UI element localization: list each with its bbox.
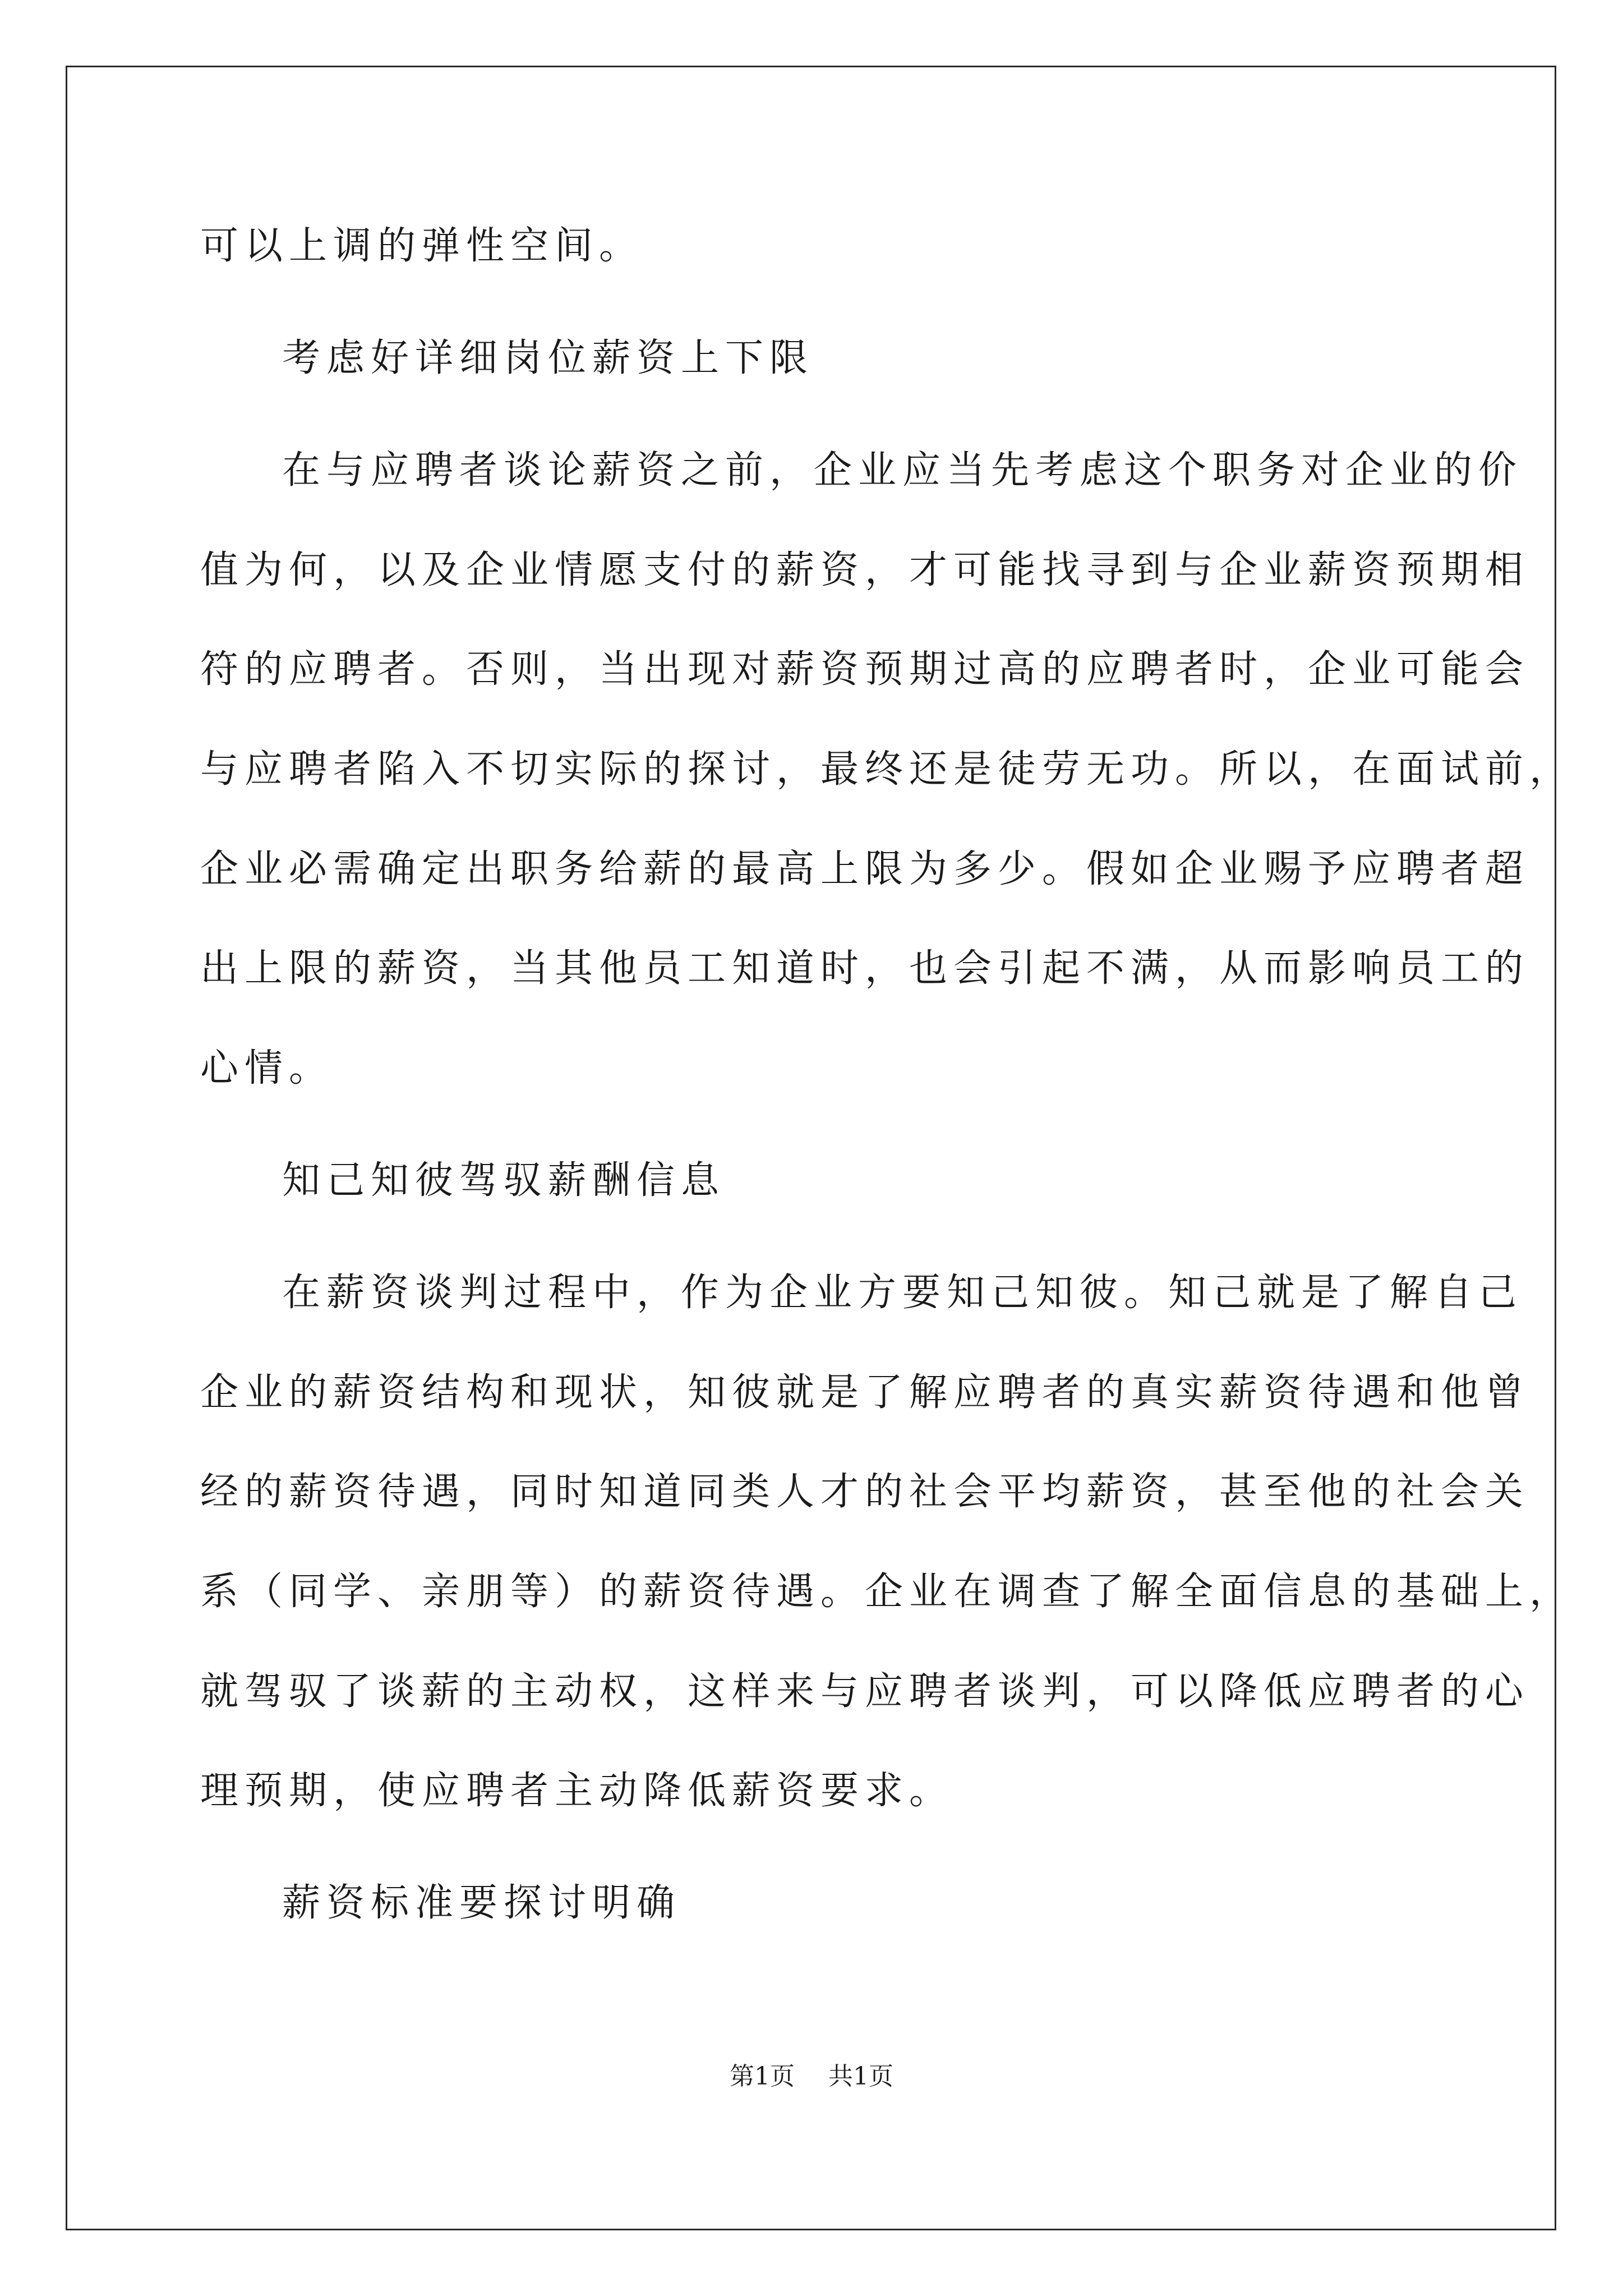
text-line: 企业必需确定出职务给薪的最高上限为多少。假如企业赐予应聘者超	[200, 847, 1530, 891]
text-line: 值为何，以及企业情愿支付的薪资，才可能找寻到与企业薪资预期相	[200, 548, 1530, 592]
text-line: 符的应聘者。否则，当出现对薪资预期过高的应聘者时，企业可能会	[200, 647, 1530, 692]
section-heading: 知己知彼驾驭薪酬信息	[282, 1158, 726, 1203]
text-line: 理预期，使应聘者主动降低薪资要求。	[200, 1769, 954, 1813]
section-heading: 薪资标准要探讨明确	[282, 1881, 681, 1925]
text-line: 系（同学、亲朋等）的薪资待遇。企业在调查了解全面信息的基础上，	[200, 1570, 1574, 1614]
text-line: 出上限的薪资，当其他员工知道时，也会引起不满，从而影响员工的	[200, 946, 1530, 991]
text-line: 在薪资谈判过程中，作为企业方要知己知彼。知己就是了解自己	[282, 1271, 1523, 1315]
text-line: 就驾驭了谈薪的主动权，这样来与应聘者谈判，可以降低应聘者的心	[200, 1669, 1530, 1714]
section-heading: 考虑好详细岗位薪资上下限	[282, 336, 814, 380]
page-number: 第1页	[730, 2062, 795, 2091]
text-line: 经的薪资待遇，同时知道同类人才的社会平均薪资，甚至他的社会关	[200, 1470, 1530, 1514]
text-line: 在与应聘者谈论薪资之前，企业应当先考虑这个职务对企业的价	[282, 448, 1523, 493]
text-line: 可以上调的弹性空间。	[200, 224, 644, 268]
text-line: 心情。	[200, 1046, 334, 1091]
page-total: 共1页	[828, 2062, 893, 2091]
text-line: 与应聘者陷入不切实际的探讨，最终还是徒劳无功。所以，在面试前，	[200, 747, 1574, 792]
page-footer	[0, 2056, 1623, 2092]
text-line: 企业的薪资结构和现状，知彼就是了解应聘者的真实薪资待遇和他曾	[200, 1370, 1530, 1415]
